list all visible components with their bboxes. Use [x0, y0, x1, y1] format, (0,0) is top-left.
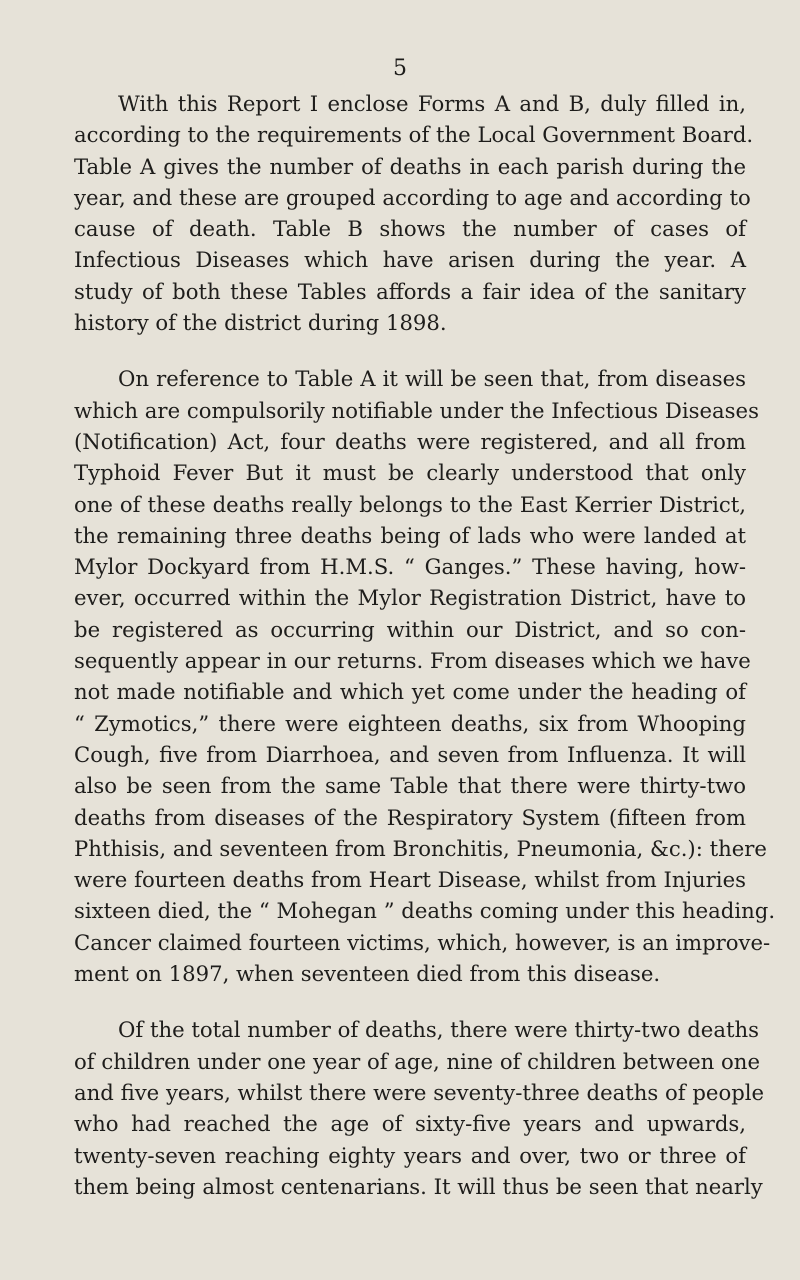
- text-line: year, and these are grouped according to age and according to: [74, 184, 751, 210]
- page-number: 5: [393, 56, 407, 81]
- paragraph-3: [74, 1014, 765, 1202]
- text-line: and five years, whilst there were seventy-three deaths of people: [74, 1079, 765, 1105]
- paragraph-1: [74, 88, 754, 338]
- paragraph-2: [74, 363, 776, 989]
- text-line: Table A gives the number of deaths in each parish during the: [74, 153, 746, 179]
- text-line: deaths from diseases of the Respiratory System (fifteen from: [74, 804, 746, 830]
- text-line: Infectious Diseases which have arisen during the year. A: [74, 247, 746, 273]
- text-line: history of the district during 1898.: [74, 310, 447, 336]
- text-line: one of these deaths really belongs to the East Kerrier District,: [74, 491, 746, 517]
- text-line: study of both these Tables affords a fair idea of the sanitary: [74, 278, 746, 304]
- text-line: With this Report I enclose Forms A and B, duly filled in,: [118, 91, 746, 116]
- text-line: cause of death. Table B shows the number of cases of: [74, 216, 746, 242]
- text-line: the remaining three deaths being of lads who were landed at: [74, 522, 746, 548]
- text-line: them being almost centenarians. It will thus be seen that nearly: [74, 1173, 763, 1199]
- text-line: (Notification) Act, four deaths were registered, and all from: [74, 428, 746, 454]
- text-line: Of the total number of deaths, there were thirty-two deaths: [118, 1017, 760, 1043]
- text-line: sequently appear in our returns. From diseases which we have: [74, 648, 751, 674]
- text-line: ment on 1897, when seventeen died from this disease.: [74, 961, 661, 987]
- text-line: also be seen from the same Table that there were thirty-two: [74, 773, 746, 799]
- text-line: which are compulsorily notifiable under the Infectious Diseases: [74, 397, 759, 423]
- text-line: Cancer claimed fourteen victims, which, however, is an improve-: [74, 929, 771, 955]
- text-line: sixteen died, the “ Mohegan ” deaths coming under this heading.: [74, 898, 776, 924]
- text-line: be registered as occurring within our District, and so con-: [74, 616, 746, 642]
- text-line: On reference to Table A it will be seen that, from diseases: [118, 366, 746, 392]
- text-line: twenty-seven reaching eighty years and over, two or three of: [74, 1142, 746, 1168]
- text-line: Cough, five from Diarrhoea, and seven from Influenza. It will: [74, 741, 746, 767]
- text-line: Typhoid Fever But it must be clearly understood that only: [74, 460, 746, 486]
- text-line: according to the requirements of the Local Government Board.: [74, 122, 754, 148]
- document-body: [74, 88, 776, 1202]
- text-line: were fourteen deaths from Heart Disease, whilst from Injuries: [74, 867, 746, 893]
- text-line: who had reached the age of sixty-five years and upwards,: [74, 1111, 746, 1137]
- text-line: Phthisis, and seventeen from Bronchitis, Pneumonia, &c.): there: [74, 835, 767, 861]
- text-line: “ Zymotics,” there were eighteen deaths, six from Whooping: [74, 710, 746, 736]
- text-line: of children under one year of age, nine of children between one: [74, 1048, 760, 1074]
- text-line: Mylor Dockyard from H.M.S. “ Ganges.” These having, how-: [74, 554, 746, 580]
- text-line: ever, occurred within the Mylor Registration District, have to: [74, 585, 746, 611]
- text-line: not made notifiable and which yet come under the heading of: [74, 679, 746, 705]
